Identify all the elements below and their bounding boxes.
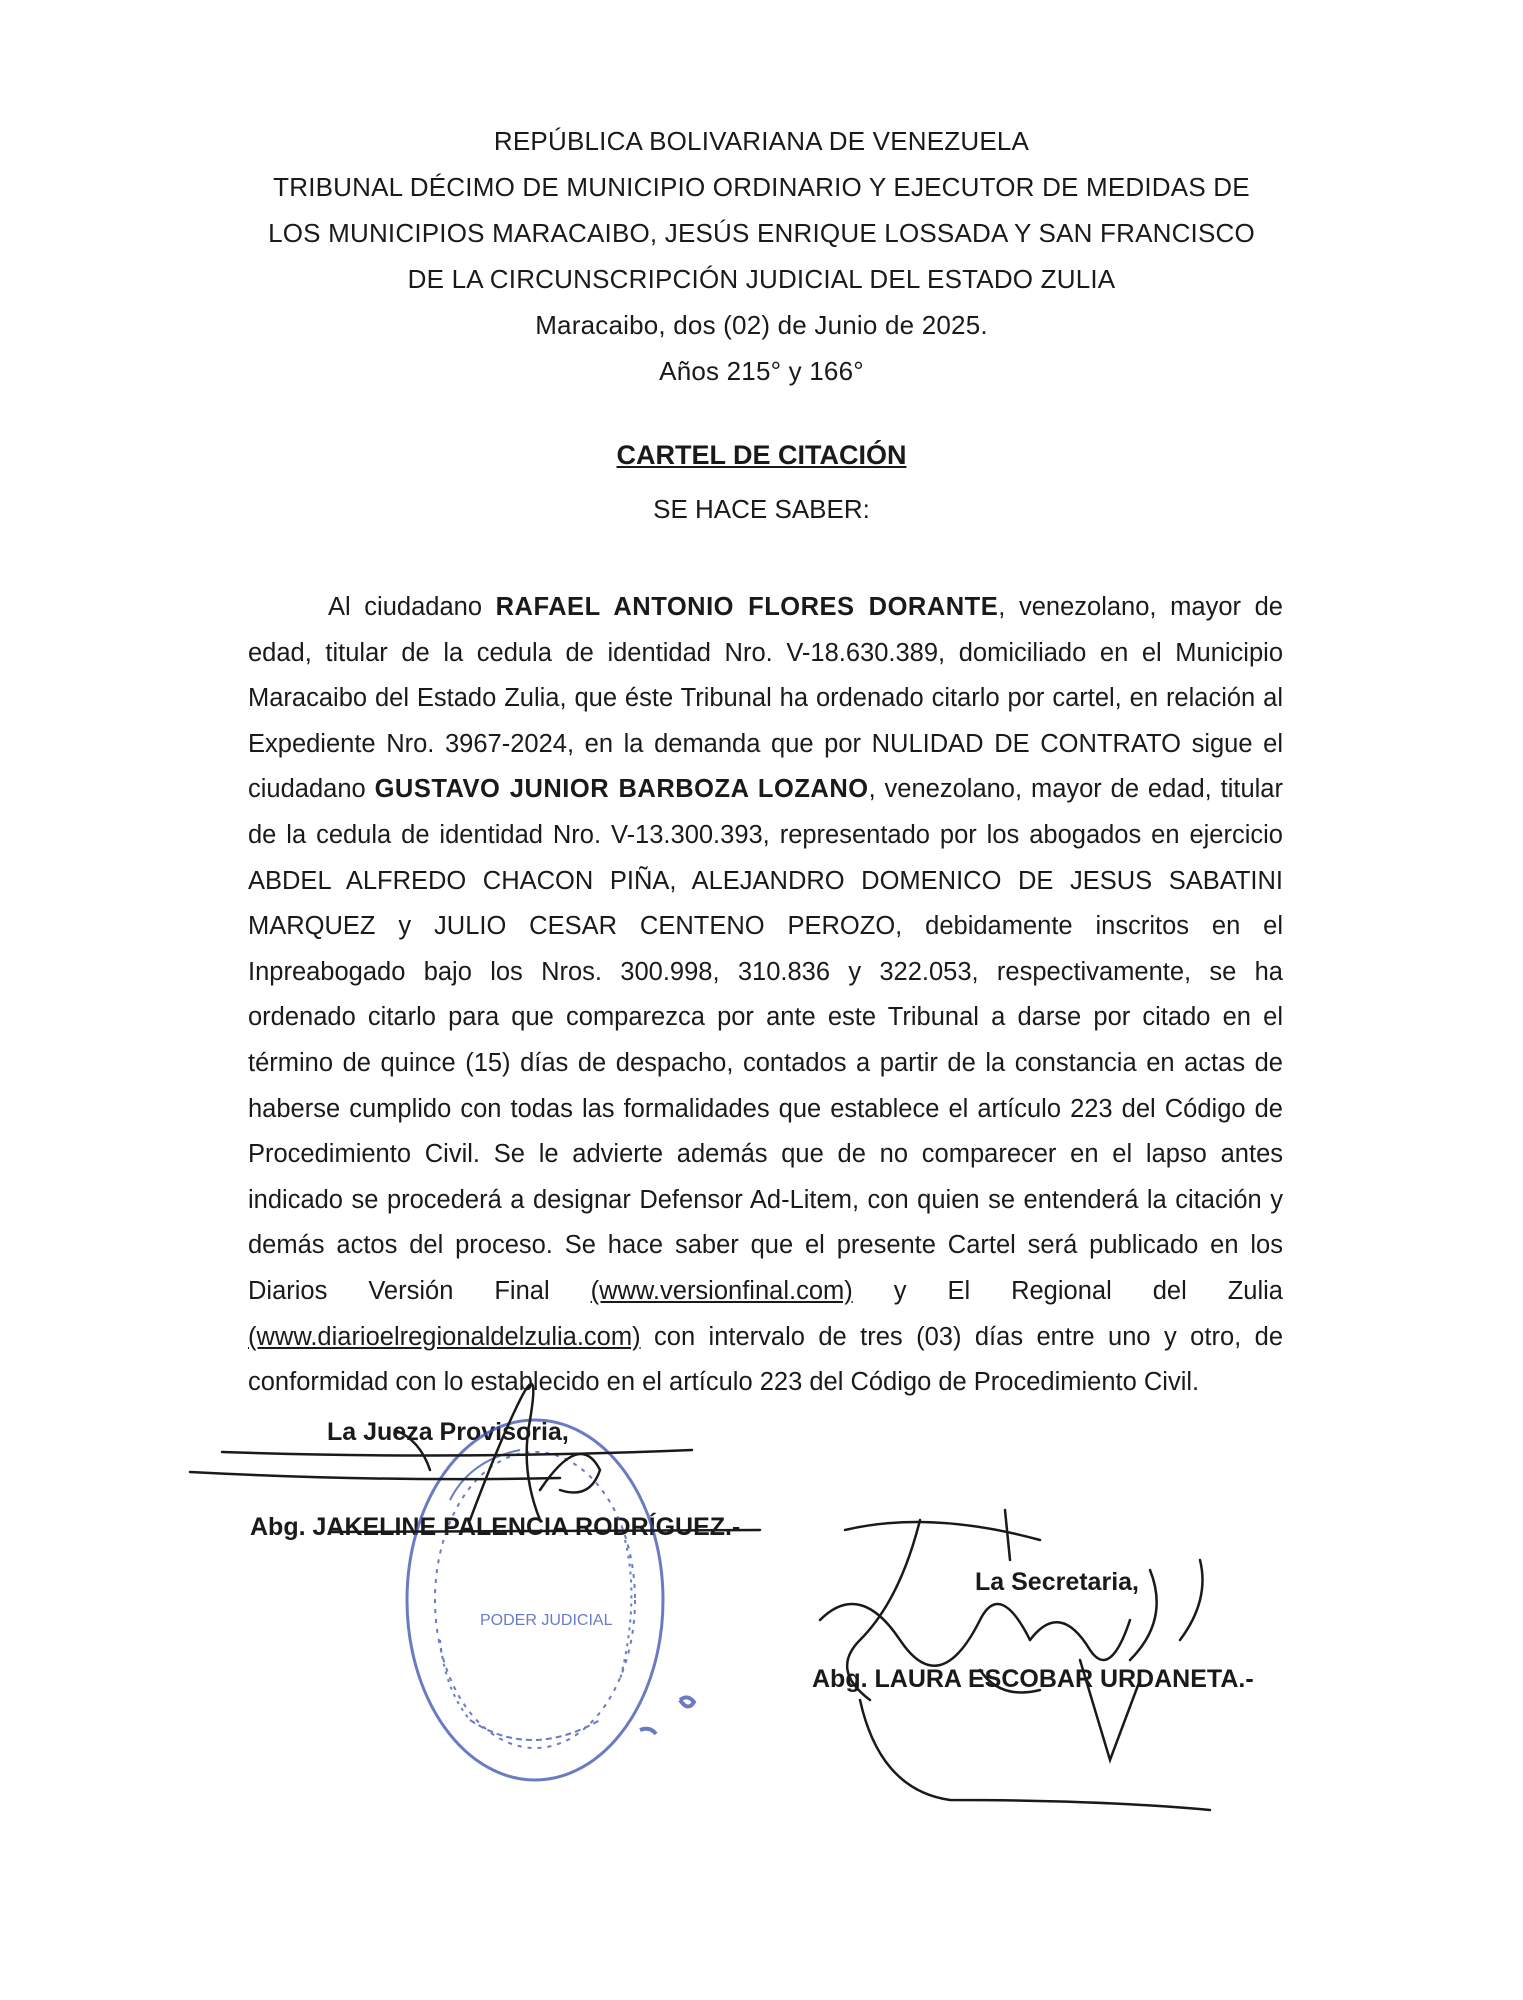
body-text-2: , venezolano, mayor de edad, titular de la cedula de identidad Nro. V-18.630.389, domiciliado en el Municipio Maracaibo del Estado Zulia, que éste Tribunal ha ordenado citarlo por cartel, en relación al Expediente Nro. 3967-2024, en la demanda que por NULIDAD DE CONTRATO sigue el ciudadano xyxy=(248,593,1283,804)
citation-paragraph xyxy=(248,585,1283,1406)
document-subtitle: SE HACE SABER: xyxy=(653,494,870,524)
secretary-signature xyxy=(820,1510,1210,1810)
stamp-text: PODER JUDICIAL xyxy=(480,1612,613,1629)
judge-signature xyxy=(190,1384,760,1532)
plaintiff-name: GUSTAVO JUNIOR BARBOZA LOZANO xyxy=(374,775,869,804)
body-text-4: y El Regional del Zulia xyxy=(852,1276,1283,1305)
body-text-3: , venezolano, mayor de edad, titular de la cedula de identidad Nro. V-13.300.393, representado por los abogados en ejercicio ABDEL ALFREDO CHACON PIÑA, ALEJANDRO DOMENICO DE JESUS SABATINI MARQUEZ y JULIO CESAR CENTENO PEROZO, debidamente inscritos en el Inpreabogado bajo los Nros. 300.998, 310.836 y 322.053, respectivamente, se ha ordenado citarlo para que comparezca por ante este Tribunal a darse por citado en el término de quince (15) días de despacho, contados a partir de la constancia en actas de haberse cumplido con todas las formalidades que establece el artículo 223 del Código de Procedimiento Civil. Se le advierte además que de no comparecer en el lapso antes indicado se procederá a designar Defensor Ad-Litem, con quien se entenderá la citación y demás actos del proceso. Se hace saber que el presente Cartel será publicado en los Diarios Versión Final xyxy=(248,775,1283,1305)
header-line-court: TRIBUNAL DÉCIMO DE MUNICIPIO ORDINARIO Y EJECUTOR DE MEDIDAS DE xyxy=(273,172,1250,202)
header-line-jurisdiction: DE LA CIRCUNSCRIPCIÓN JUDICIAL DEL ESTADO ZULIA xyxy=(407,264,1116,294)
header-years: Años 215° y 166° xyxy=(659,356,864,386)
court-header xyxy=(200,118,1323,394)
judge-title: La Jueza Provisoria, xyxy=(327,1418,569,1446)
header-date: Maracaibo, dos (02) de Junio de 2025. xyxy=(535,310,988,340)
secretary-name: Abg. LAURA ESCOBAR URDANETA.- xyxy=(812,1665,1254,1693)
court-stamp xyxy=(407,1420,694,1780)
body-text-1: Al ciudadano xyxy=(328,593,496,621)
document-title: CARTEL DE CITACIÓN xyxy=(616,440,907,470)
url-el-regional: (www.diarioelregionaldelzulia.com) xyxy=(248,1322,641,1351)
judge-name: Abg. JAKELINE PALENCIA RODRÍGUEZ.- xyxy=(250,1513,741,1541)
body-text-5: con intervalo de tres (03) días entre uno y otro, de conformidad con lo establecido en el artículo 223 del Código de Procedimiento Civil. xyxy=(248,1322,1283,1397)
header-line-republic: REPÚBLICA BOLIVARIANA DE VENEZUELA xyxy=(493,126,1030,156)
defendant-name: RAFAEL ANTONIO FLORES DORANTE xyxy=(495,593,999,621)
citation-body xyxy=(248,585,1283,1406)
header-line-municipalities: LOS MUNICIPIOS MARACAIBO, JESÚS ENRIQUE LOSSADA Y SAN FRANCISCO xyxy=(268,218,1255,248)
secretary-title: La Secretaria, xyxy=(975,1568,1139,1596)
url-version-final: (www.versionfinal.com) xyxy=(590,1276,853,1305)
